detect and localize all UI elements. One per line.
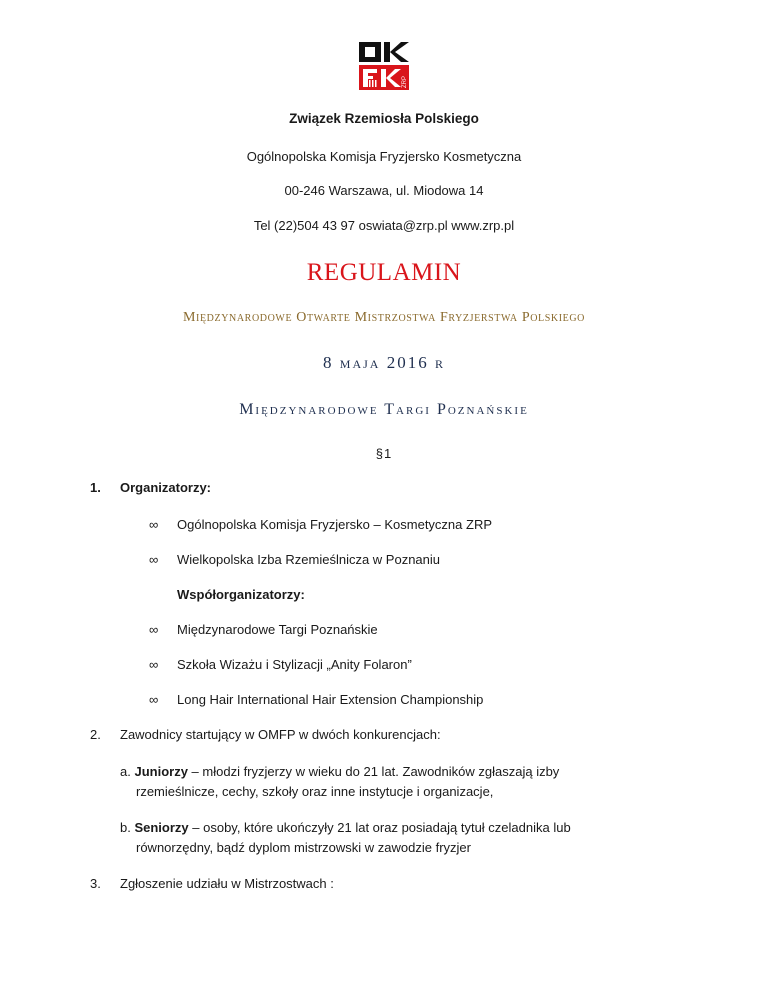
bullet-infinity-icon: ∞ xyxy=(149,517,159,532)
bullet-infinity-icon: ∞ xyxy=(149,552,159,567)
bullet-infinity-icon: ∞ xyxy=(149,692,159,707)
subitem-text-continued: równorzędny, bądź dyplom mistrzowski w zawodzie fryzjer xyxy=(136,840,471,855)
registration-label: Zgłoszenie udziału w Mistrzostwach : xyxy=(120,876,334,891)
item-1-number: 1. xyxy=(90,480,101,495)
subitem-seniors xyxy=(120,818,660,858)
okfk-zrp-logo xyxy=(357,40,411,92)
organizer-item: Ogólnopolska Komisja Fryzjersko – Kosmetyczna ZRP xyxy=(177,517,493,532)
section-mark: §1 xyxy=(375,446,393,461)
event-date: 8 maja 2016 r xyxy=(323,353,445,372)
co-organizer-item: Long Hair International Hair Extension Championship xyxy=(177,692,484,707)
subitem-text-continued: rzemieślnicze, cechy, szkoły oraz inne instytucje i organizacje, xyxy=(136,784,494,799)
subitem-letter: a. xyxy=(120,764,131,779)
co-organizers-label: Współorganizatorzy: xyxy=(177,587,305,602)
svg-text:ZRP: ZRP xyxy=(402,76,408,88)
organizers-label: Organizatorzy: xyxy=(120,480,212,495)
contact-line: Tel (22)504 43 97 oswiata@zrp.pl www.zrp.pl xyxy=(253,218,515,233)
address: 00-246 Warszawa, ul. Miodowa 14 xyxy=(284,183,484,198)
event-venue: Międzynarodowe Targi Poznańskie xyxy=(239,401,529,418)
subitem-term: Seniorzy xyxy=(134,820,189,835)
competitors-label: Zawodnicy startujący w OMFP w dwóch konkurencjach: xyxy=(120,727,441,742)
subitem-term: Juniorzy xyxy=(134,764,188,779)
document-title: REGULAMIN xyxy=(306,259,462,286)
subitem-letter: b. xyxy=(120,820,131,835)
item-3-number: 3. xyxy=(90,876,101,891)
co-organizer-item: Szkoła Wizażu i Stylizacji „Anity Folaron” xyxy=(177,657,412,672)
subitem-juniors xyxy=(120,762,660,802)
commission-name: Ogólnopolska Komisja Fryzjersko Kosmetyczna xyxy=(246,149,522,164)
item-2-number: 2. xyxy=(90,727,101,742)
organizer-item: Wielkopolska Izba Rzemieślnicza w Poznaniu xyxy=(177,552,441,567)
document-subtitle: Międzynarodowe Otwarte Mistrzostwa Fryzjerstwa Polskiego xyxy=(183,310,585,325)
org-name: Związek Rzemiosła Polskiego xyxy=(289,111,479,126)
bullet-infinity-icon: ∞ xyxy=(149,657,159,672)
subitem-text: – osoby, które ukończyły 21 lat oraz posiadają tytuł czeladnika lub xyxy=(188,820,571,835)
subitem-text: – młodzi fryzjerzy w wieku do 21 lat. Zawodników zgłaszają izby xyxy=(187,764,560,779)
bullet-infinity-icon: ∞ xyxy=(149,622,159,637)
co-organizer-item: Międzynarodowe Targi Poznańskie xyxy=(177,622,378,637)
